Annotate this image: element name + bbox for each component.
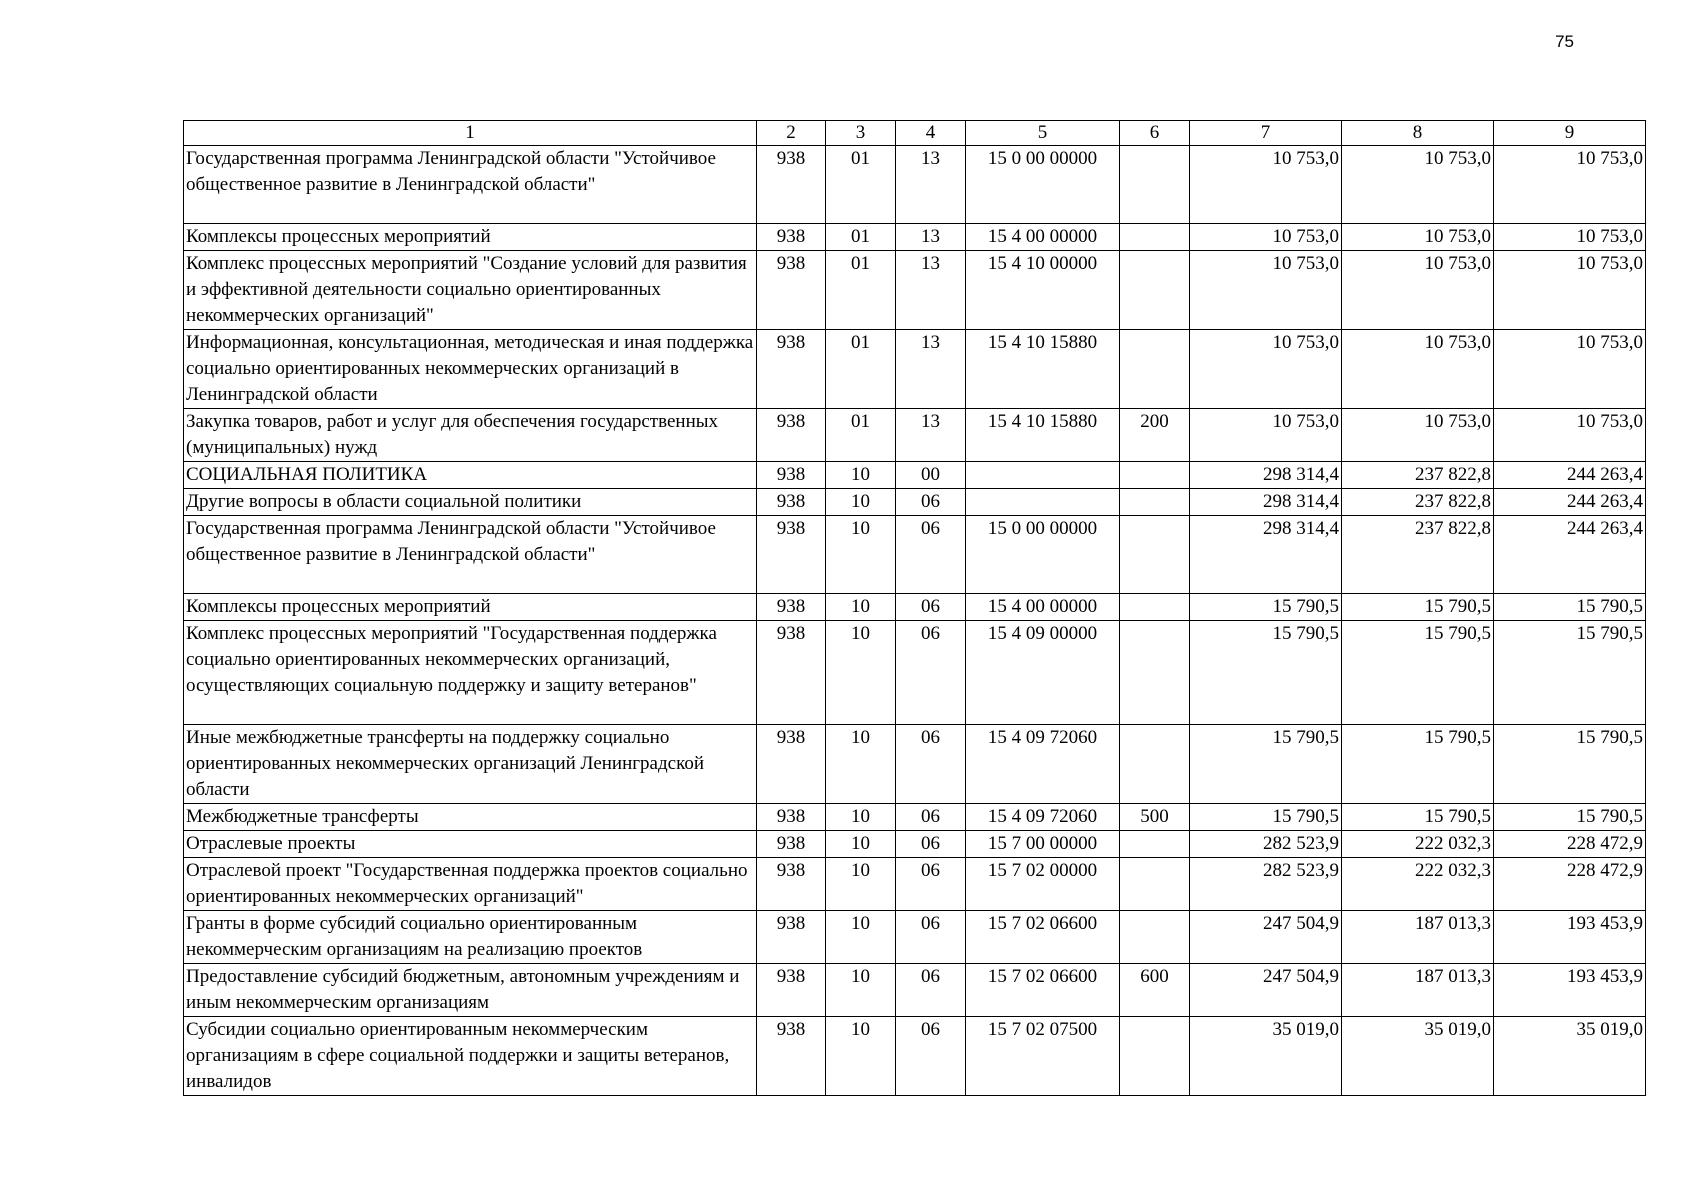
row-value-cell-c4: 00 <box>896 462 966 489</box>
row-value-cell-c5 <box>966 462 1120 489</box>
table-row <box>184 409 1646 462</box>
row-value-cell-c8: 15 790,5 <box>1342 804 1494 831</box>
row-name-cell: СОЦИАЛЬНАЯ ПОЛИТИКА <box>184 462 757 489</box>
row-value-cell-c8: 15 790,5 <box>1342 594 1494 621</box>
row-value-cell-c6: 200 <box>1120 409 1190 462</box>
row-value-cell-c9: 10 753,0 <box>1494 251 1646 330</box>
row-value-cell-c5: 15 4 10 15880 <box>966 409 1120 462</box>
row-value-cell-c9: 10 753,0 <box>1494 146 1646 224</box>
row-name-cell: Комплексы процессных мероприятий <box>184 594 757 621</box>
row-value-cell-c2: 938 <box>757 964 826 1017</box>
row-value-cell-c2: 938 <box>757 224 826 251</box>
row-name-cell: Комплексы процессных мероприятий <box>184 224 757 251</box>
row-value-cell-c2: 938 <box>757 1017 826 1096</box>
row-name-cell: Гранты в форме субсидий социально ориентированным некоммерческим организациям на реализацию проектов <box>184 911 757 964</box>
row-value-cell-c6 <box>1120 1017 1190 1096</box>
row-value-cell-c7: 247 504,9 <box>1190 964 1342 1017</box>
row-value-cell-c5: 15 4 00 00000 <box>966 594 1120 621</box>
table-row <box>184 146 1646 224</box>
row-value-cell-c4: 06 <box>896 804 966 831</box>
row-value-cell-c2: 938 <box>757 725 826 804</box>
row-value-cell-c6 <box>1120 224 1190 251</box>
row-value-cell-c3: 10 <box>826 725 896 804</box>
row-value-cell-c3: 10 <box>826 621 896 725</box>
row-value-cell-c6 <box>1120 516 1190 594</box>
row-value-cell-c9: 244 263,4 <box>1494 516 1646 594</box>
row-value-cell-c4: 06 <box>896 831 966 858</box>
table-row <box>184 224 1646 251</box>
row-value-cell-c8: 187 013,3 <box>1342 911 1494 964</box>
row-value-cell-c2: 938 <box>757 804 826 831</box>
row-value-cell-c9: 228 472,9 <box>1494 831 1646 858</box>
row-value-cell-c4: 13 <box>896 330 966 409</box>
row-value-cell-c3: 01 <box>826 146 896 224</box>
row-name-cell: Межбюджетные трансферты <box>184 804 757 831</box>
row-value-cell-c5: 15 4 09 72060 <box>966 725 1120 804</box>
row-value-cell-c4: 06 <box>896 489 966 516</box>
row-value-cell-c3: 10 <box>826 516 896 594</box>
header-row <box>184 121 1646 146</box>
row-value-cell-c3: 10 <box>826 858 896 911</box>
row-value-cell-c4: 13 <box>896 224 966 251</box>
column-header: 4 <box>896 121 966 146</box>
row-value-cell-c8: 15 790,5 <box>1342 725 1494 804</box>
row-value-cell-c8: 35 019,0 <box>1342 1017 1494 1096</box>
row-value-cell-c4: 13 <box>896 409 966 462</box>
row-value-cell-c7: 15 790,5 <box>1190 804 1342 831</box>
row-value-cell-c7: 298 314,4 <box>1190 516 1342 594</box>
row-value-cell-c7: 10 753,0 <box>1190 251 1342 330</box>
row-value-cell-c3: 10 <box>826 804 896 831</box>
row-value-cell-c4: 06 <box>896 594 966 621</box>
row-value-cell-c9: 244 263,4 <box>1494 489 1646 516</box>
row-value-cell-c6 <box>1120 858 1190 911</box>
row-value-cell-c6 <box>1120 911 1190 964</box>
row-name-cell: Иные межбюджетные трансферты на поддержку социально ориентированных некоммерческих организаций Ленинградской области <box>184 725 757 804</box>
row-value-cell-c5: 15 4 10 00000 <box>966 251 1120 330</box>
row-value-cell-c2: 938 <box>757 831 826 858</box>
row-value-cell-c9: 15 790,5 <box>1494 804 1646 831</box>
row-value-cell-c9: 10 753,0 <box>1494 409 1646 462</box>
row-value-cell-c5: 15 4 10 15880 <box>966 330 1120 409</box>
budget-table <box>183 120 1646 1096</box>
page-number: 75 <box>1555 32 1574 51</box>
row-value-cell-c9: 15 790,5 <box>1494 594 1646 621</box>
column-header: 9 <box>1494 121 1646 146</box>
row-value-cell-c2: 938 <box>757 330 826 409</box>
row-name-cell: Комплекс процессных мероприятий "Государственная поддержка социально ориентированных некоммерческих организаций, осуществляющих социальную поддержку и защиту ветеранов" <box>184 621 757 725</box>
row-name-cell: Предоставление субсидий бюджетным, автономным учреждениям и иным некоммерческим организациям <box>184 964 757 1017</box>
column-header: 6 <box>1120 121 1190 146</box>
row-value-cell-c5: 15 4 09 72060 <box>966 804 1120 831</box>
row-value-cell-c8: 10 753,0 <box>1342 330 1494 409</box>
table-row <box>184 516 1646 594</box>
row-value-cell-c2: 938 <box>757 911 826 964</box>
row-value-cell-c3: 10 <box>826 594 896 621</box>
row-value-cell-c9: 193 453,9 <box>1494 964 1646 1017</box>
row-value-cell-c2: 938 <box>757 621 826 725</box>
row-value-cell-c8: 10 753,0 <box>1342 146 1494 224</box>
row-value-cell-c9: 244 263,4 <box>1494 462 1646 489</box>
table-row <box>184 1017 1646 1096</box>
row-value-cell-c3: 01 <box>826 251 896 330</box>
table-row <box>184 251 1646 330</box>
row-value-cell-c3: 10 <box>826 1017 896 1096</box>
row-value-cell-c6: 600 <box>1120 964 1190 1017</box>
row-value-cell-c2: 938 <box>757 146 826 224</box>
row-value-cell-c6 <box>1120 251 1190 330</box>
row-value-cell-c9: 10 753,0 <box>1494 330 1646 409</box>
row-value-cell-c5: 15 4 00 00000 <box>966 224 1120 251</box>
row-value-cell-c2: 938 <box>757 489 826 516</box>
row-value-cell-c4: 06 <box>896 858 966 911</box>
row-value-cell-c7: 282 523,9 <box>1190 858 1342 911</box>
row-value-cell-c9: 35 019,0 <box>1494 1017 1646 1096</box>
row-value-cell-c5: 15 7 02 00000 <box>966 858 1120 911</box>
row-value-cell-c2: 938 <box>757 409 826 462</box>
row-value-cell-c8: 237 822,8 <box>1342 489 1494 516</box>
row-name-cell: Отраслевые проекты <box>184 831 757 858</box>
row-value-cell-c4: 06 <box>896 516 966 594</box>
table-row <box>184 804 1646 831</box>
row-name-cell: Государственная программа Ленинградской области "Устойчивое общественное развитие в Ленинградской области" <box>184 516 757 594</box>
table-row <box>184 911 1646 964</box>
row-value-cell-c9: 193 453,9 <box>1494 911 1646 964</box>
row-value-cell-c2: 938 <box>757 462 826 489</box>
column-header: 5 <box>966 121 1120 146</box>
row-value-cell-c7: 10 753,0 <box>1190 330 1342 409</box>
row-value-cell-c3: 10 <box>826 831 896 858</box>
row-value-cell-c6 <box>1120 594 1190 621</box>
row-value-cell-c4: 06 <box>896 964 966 1017</box>
row-value-cell-c6 <box>1120 489 1190 516</box>
row-value-cell-c9: 15 790,5 <box>1494 621 1646 725</box>
row-name-cell: Информационная, консультационная, методическая и иная поддержка социально ориентированных некоммерческих организаций в Ленинградской области <box>184 330 757 409</box>
row-value-cell-c3: 10 <box>826 462 896 489</box>
row-value-cell-c2: 938 <box>757 516 826 594</box>
row-value-cell-c5: 15 7 02 06600 <box>966 964 1120 1017</box>
row-value-cell-c9: 15 790,5 <box>1494 725 1646 804</box>
row-value-cell-c3: 01 <box>826 224 896 251</box>
row-value-cell-c6 <box>1120 725 1190 804</box>
row-name-cell: Государственная программа Ленинградской области "Устойчивое общественное развитие в Ленинградской области" <box>184 146 757 224</box>
row-value-cell-c8: 222 032,3 <box>1342 858 1494 911</box>
row-name-cell: Субсидии социально ориентированным некоммерческим организациям в сфере социальной поддержки и защиты ветеранов, инвалидов <box>184 1017 757 1096</box>
row-value-cell-c8: 237 822,8 <box>1342 516 1494 594</box>
table-row <box>184 621 1646 725</box>
row-value-cell-c6 <box>1120 146 1190 224</box>
row-value-cell-c8: 237 822,8 <box>1342 462 1494 489</box>
table-row <box>184 489 1646 516</box>
row-value-cell-c8: 15 790,5 <box>1342 621 1494 725</box>
row-value-cell-c6 <box>1120 831 1190 858</box>
row-value-cell-c7: 247 504,9 <box>1190 911 1342 964</box>
column-header: 8 <box>1342 121 1494 146</box>
row-value-cell-c7: 10 753,0 <box>1190 409 1342 462</box>
row-value-cell-c8: 10 753,0 <box>1342 409 1494 462</box>
row-value-cell-c7: 10 753,0 <box>1190 146 1342 224</box>
row-value-cell-c9: 228 472,9 <box>1494 858 1646 911</box>
row-value-cell-c3: 01 <box>826 409 896 462</box>
row-value-cell-c8: 222 032,3 <box>1342 831 1494 858</box>
row-value-cell-c5: 15 7 02 07500 <box>966 1017 1120 1096</box>
row-value-cell-c5: 15 0 00 00000 <box>966 516 1120 594</box>
table-row <box>184 594 1646 621</box>
row-value-cell-c7: 15 790,5 <box>1190 621 1342 725</box>
row-value-cell-c7: 15 790,5 <box>1190 725 1342 804</box>
row-value-cell-c6 <box>1120 330 1190 409</box>
row-value-cell-c4: 06 <box>896 621 966 725</box>
table-row <box>184 725 1646 804</box>
column-header: 2 <box>757 121 826 146</box>
table-row <box>184 964 1646 1017</box>
row-value-cell-c9: 10 753,0 <box>1494 224 1646 251</box>
row-value-cell-c4: 06 <box>896 911 966 964</box>
row-name-cell: Отраслевой проект "Государственная поддержка проектов социально ориентированных некоммерческих организаций" <box>184 858 757 911</box>
column-header: 3 <box>826 121 896 146</box>
row-value-cell-c2: 938 <box>757 594 826 621</box>
table-row <box>184 858 1646 911</box>
row-value-cell-c6 <box>1120 462 1190 489</box>
row-value-cell-c4: 06 <box>896 725 966 804</box>
row-value-cell-c2: 938 <box>757 858 826 911</box>
row-value-cell-c5: 15 4 09 00000 <box>966 621 1120 725</box>
row-value-cell-c6: 500 <box>1120 804 1190 831</box>
row-value-cell-c7: 35 019,0 <box>1190 1017 1342 1096</box>
row-value-cell-c8: 10 753,0 <box>1342 251 1494 330</box>
table-row <box>184 462 1646 489</box>
row-value-cell-c5: 15 7 00 00000 <box>966 831 1120 858</box>
row-value-cell-c8: 10 753,0 <box>1342 224 1494 251</box>
row-value-cell-c5 <box>966 489 1120 516</box>
table-row <box>184 330 1646 409</box>
row-value-cell-c4: 13 <box>896 146 966 224</box>
row-value-cell-c7: 298 314,4 <box>1190 489 1342 516</box>
row-value-cell-c6 <box>1120 621 1190 725</box>
row-name-cell: Закупка товаров, работ и услуг для обеспечения государственных (муниципальных) нужд <box>184 409 757 462</box>
row-value-cell-c3: 10 <box>826 964 896 1017</box>
row-value-cell-c8: 187 013,3 <box>1342 964 1494 1017</box>
row-value-cell-c4: 13 <box>896 251 966 330</box>
table-body <box>184 146 1646 1096</box>
row-value-cell-c5: 15 0 00 00000 <box>966 146 1120 224</box>
column-header: 1 <box>184 121 757 146</box>
table-row <box>184 831 1646 858</box>
column-header: 7 <box>1190 121 1342 146</box>
row-name-cell: Другие вопросы в области социальной политики <box>184 489 757 516</box>
row-value-cell-c3: 01 <box>826 330 896 409</box>
row-value-cell-c3: 10 <box>826 489 896 516</box>
row-value-cell-c4: 06 <box>896 1017 966 1096</box>
row-value-cell-c5: 15 7 02 06600 <box>966 911 1120 964</box>
row-value-cell-c7: 298 314,4 <box>1190 462 1342 489</box>
row-value-cell-c2: 938 <box>757 251 826 330</box>
row-value-cell-c7: 10 753,0 <box>1190 224 1342 251</box>
row-value-cell-c7: 15 790,5 <box>1190 594 1342 621</box>
row-value-cell-c7: 282 523,9 <box>1190 831 1342 858</box>
row-value-cell-c3: 10 <box>826 911 896 964</box>
row-name-cell: Комплекс процессных мероприятий "Создание условий для развития и эффективной деятельности социально ориентированных некоммерческих организаций" <box>184 251 757 330</box>
